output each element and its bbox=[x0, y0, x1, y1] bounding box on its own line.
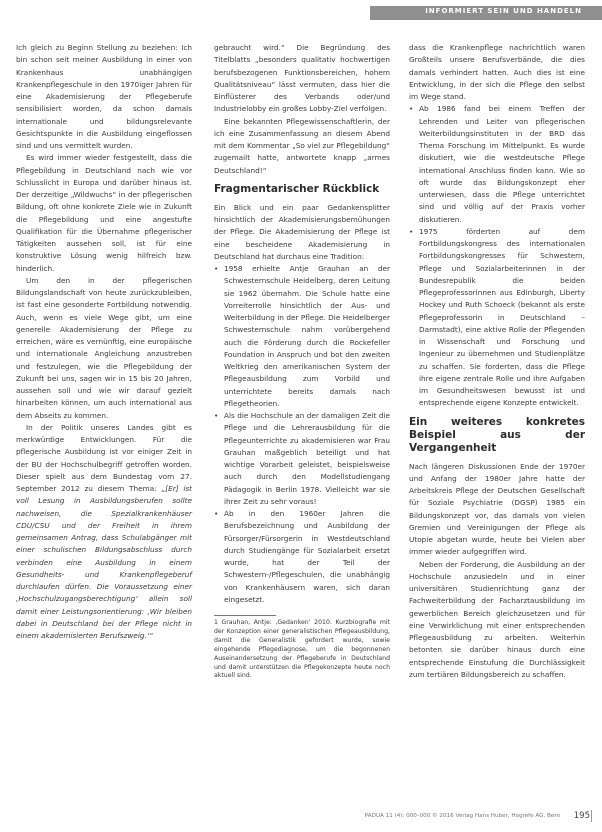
text-column-1 bbox=[16, 42, 192, 642]
paragraph: dass die Krankenpflege nachrichtlich waren Großteils unsere Berufsverbände, die dies damals verhindert hatten. Auch dies ist eine Entwicklung, in der sich die Pflege den selbst im Wege stand. bbox=[409, 43, 585, 101]
bullet-list bbox=[214, 263, 390, 606]
list-item-text: Ab in den 1960er Jahren die Berufsbezeichnung und Ausbildung der Fürsorger/Fürsorgerin in Westdeutschland durch Studiengänge für Sozialarbeit ersetzt wurde, hat der Teil der Schwestern-/Pflegeschulen, die unabhängig von Krankenhäusern waren, sich daran eingesetzt. bbox=[224, 509, 390, 604]
section-heading: Ein weiteres konkretes Beispiel aus der Vergangenheit bbox=[409, 415, 585, 454]
text-column-3 bbox=[409, 42, 585, 681]
paragraph: gebraucht wird.“ Die Begründung des Titelblatts „besonders qualitativ hochwertigen berufsbezogenen Funktionsbereichen, hohem Qualitätsniveau“ lässt vermuten, dass hier die Einflüsterer des Verbands oder/und Industrielobby ein großes Lobby-Ziel verfolgen. bbox=[214, 43, 390, 114]
list-item-text: 1958 erhielte Antje Grauhan an der Schwesternschule Heidelberg, deren Leitung sie 1962 übernahm. Die Schule hatte eine Vorreiterrolle hinsichtlich der Aus- und Weiterbildung in der Pflege. Die Heidelberger Schwesternschule nahm vorübergehend auch die Förderung durch die Rockefeller Foundation in Anspruch und bot den zweiten Weltkrieg den amerikanischen System der Pflegeausbildung zum Vorbild und unterrichtete bereits damals nach Pflegetheorien. bbox=[224, 264, 390, 408]
page-number: 195 bbox=[573, 811, 590, 821]
list-item bbox=[214, 263, 390, 410]
paragraph: Ein Blick und ein paar Gedankensplitter hinsichtlich der Akademisierungsbemühungen der Pflege. Die Akademisierung der Pflege ist eine bescheidene Akademisierung in Deutschland hat durchaus eine Tradition: bbox=[214, 202, 390, 261]
list-item-text: Als die Hochschule an der damaligen Zeit die Pflege und die Lehrerausbildung für die Pflegeunterrichte zu akademisieren war Frau Grauhan maßgeblich beteiligt und hat wichtige Vorarbeit geleistet, beispielsweise auch durch den Modellstudiengang Pädagogik in Berlin 1978. Vielleicht war sie ihrer Zeit zu sehr voraus! bbox=[224, 411, 390, 506]
paragraph: Es wird immer wieder festgestellt, dass die Pflegebildung in Deutschland nach wie vor Schlusslicht in Europa und darüber hinaus ist. Der derzeitige „Wildwuchs“ in der pflegerischen Bildung, oft ohne konkrete Ziele wie in Zukunft die Pflegebildung und eine angestufte Qualifikation für die Übernahme pflegerischer Tätigkeiten aussehen soll, ist für eine konstruktive Lösung wenig hilfreich bzw. hinderlich. bbox=[16, 153, 192, 273]
paragraph: Eine bekannten Pflegewissenschaftlerin, der ich eine Zusammenfassung an diesem Abend mit dem Kommentar „So viel zur Pflegebildung“ zugemailt hatte, antwortete knapp „armes Deutschland!“ bbox=[214, 116, 390, 175]
list-item bbox=[214, 410, 390, 508]
paragraph: Ich gleich zu Beginn Stellung zu beziehen: Ich bin schon seit meiner Ausbildung in einer von Krankenhaus unabhängigen Krankenpflegeschule in den 1970iger Jahren für eine Akademisierung der Pflegeberufe sensibilisiert worden, da schon damals internationale und bildungsrelevante Gesichtspunkte in die Ausbildung eingeflossen sind und uns vermittelt wurden. bbox=[16, 43, 192, 150]
paragraph: Nach längeren Diskussionen Ende der 1970er und Anfang der 1980er Jahre hatte der Arbeitskreis Pflege der Deutschen Gesellschaft für Soziale Psychiatrie (DGSP) 1985 ein Bildungskonzept vor, das damals von vielen Gremien und Vereinigungen der Pflege als Utopie abgetan wurde, heute bei Vielen aber immer wieder aufgegriffen wird. bbox=[409, 461, 585, 557]
page-header bbox=[0, 0, 602, 22]
footnote-divider bbox=[214, 615, 276, 616]
section-heading: Fragmentarischer Rückblick bbox=[214, 182, 380, 195]
text-column-2 bbox=[214, 42, 390, 681]
footer-divider bbox=[591, 810, 592, 822]
section-title: INFORMIERT SEIN UND HANDELN bbox=[425, 7, 582, 15]
bullet-list bbox=[409, 103, 585, 409]
list-item bbox=[409, 226, 585, 410]
paragraph bbox=[16, 422, 192, 643]
list-item bbox=[214, 508, 390, 606]
page-footer bbox=[0, 810, 602, 824]
list-item-text: Ab 1986 fand bei einem Treffen der Lehrenden und Leiter von pflegerischen Weiterbildungsinstituten in der BRD das Thema Forschung im Mittelpunkt. Es wurde diskutiert, wie die westdeutsche Pflege international Anschluss finden kann. Wie so oft wurde das Bildungskonzept eher unterwiesen, dass die Pflege unterrichtet sind und völlig auf der Praxis vorher diskutieren. bbox=[419, 104, 585, 224]
quotation: „[Er] ist voll Lesung in Ausbildungsberufen sollte nachweisen, die Spezialkrankenhäuser CDU/CSU und der Freiheit in ihrem gemeinsamen Antrag, dass Schulabgänger mit einer schulischen Bildungsabschluss durch verbinden eine Ausbildung in einem Gesundheits- und Krankenpflegeberuf durchlaufen dürfen. Die Voraussetzung einer ,Hochschulzugangsberechtigung‘ allein soll damit einer Leistungsorientierung: ,Wir bleiben dabei in Deutschland bei der Pflege nicht in einem akademisierten Berufszweig.‘“ bbox=[16, 484, 193, 640]
paragraph-text: In der Politik unseres Landes gibt es merkwürdige Entwicklungen. Für die pflegerische Ausbildung ist vor einiger Zeit in der BU der Hochschulbegriff getroffen worden. Dieser spielt aus dem Bundestag vom 27. September 2012 zu diesem Thema: bbox=[16, 422, 192, 493]
list-item-text: 1975 förderten auf dem Fortbildungskongress des internationalen Fortbildungskongresses für Schwestern, Pflege und Sozialarbeiterinnen in der Bundesrepublik die beiden Pflegeprofessorinnen aus Edinburgh, Liberty Hockey und Ruth Schoeck (bekannt als erste Pflegeprofessorin in Deutschland – Darmstadt), eine aktive Rolle der Pflegenden in Wissenschaft und Forschung und Ingenieur zu übernehmen und Studienplätze zu schaffen. Sie forderten, dass die Pflege ihre eigene zentrale Rolle und ihre Aufgaben im Gesundheitswesen bewusst ist und entsprechende eigene Konzepte entwickelt. bbox=[419, 226, 585, 408]
paragraph: Um den in der pflegerischen Bildungslandschaft von heute zurückzubleiben, ist fast eine gesonderte Fortbildung notwendig. Auch, wenn es viele Wege gibt, um eine generelle Akademisierung der Pflege zu erreichen, wäre es vernünftig, eine europäische und internationale Angleichung anzustreben und festzulegen, wie die Pflegebildung der Zukunft bei uns, sagen wir in 15 bis 20 Jahren, aussehen soll und wie wir darauf gezielt hinarbeiten können, um auch international aus dem Abseits zu kommen. bbox=[16, 275, 192, 420]
footnote: 1 Grauhan, Antje: ,Gedanken‘ 2010. Kurzbiografie mit der Konzeption einer generalistischen Pflegeausbildung, damit die Generalistik gefordert wurde, sowie eingehende Pflegediagnose, um die begonnenen Auseinandersetzung der Pflegeberufe in Deutschland und damit unterstützen die Pflegekonzepte heute noch aktuell sind. bbox=[214, 619, 390, 680]
list-item bbox=[409, 103, 585, 226]
paragraph: Neben der Forderung, die Ausbildung an der Hochschule anzusiedeln und in einer universitären Studienrichtung ganz der Fachweiterbildung der Facharztausbildung im gewerblichen Bereich gleichzusetzen und für eine Verwirklichung mit einer entsprechenden Pflegeausbildung zu arbeiten. Weiterhin betonten sie darüber hinaus durch eine entsprechende Einstufung die Durchlässigkeit zum tertiären Bildungsbereich zu schaffen. bbox=[409, 559, 585, 679]
publication-info: PADUA 11 (4): 000–000 © 2016 Verlag Hans Huber, Hogrefe AG, Bern bbox=[364, 813, 560, 819]
